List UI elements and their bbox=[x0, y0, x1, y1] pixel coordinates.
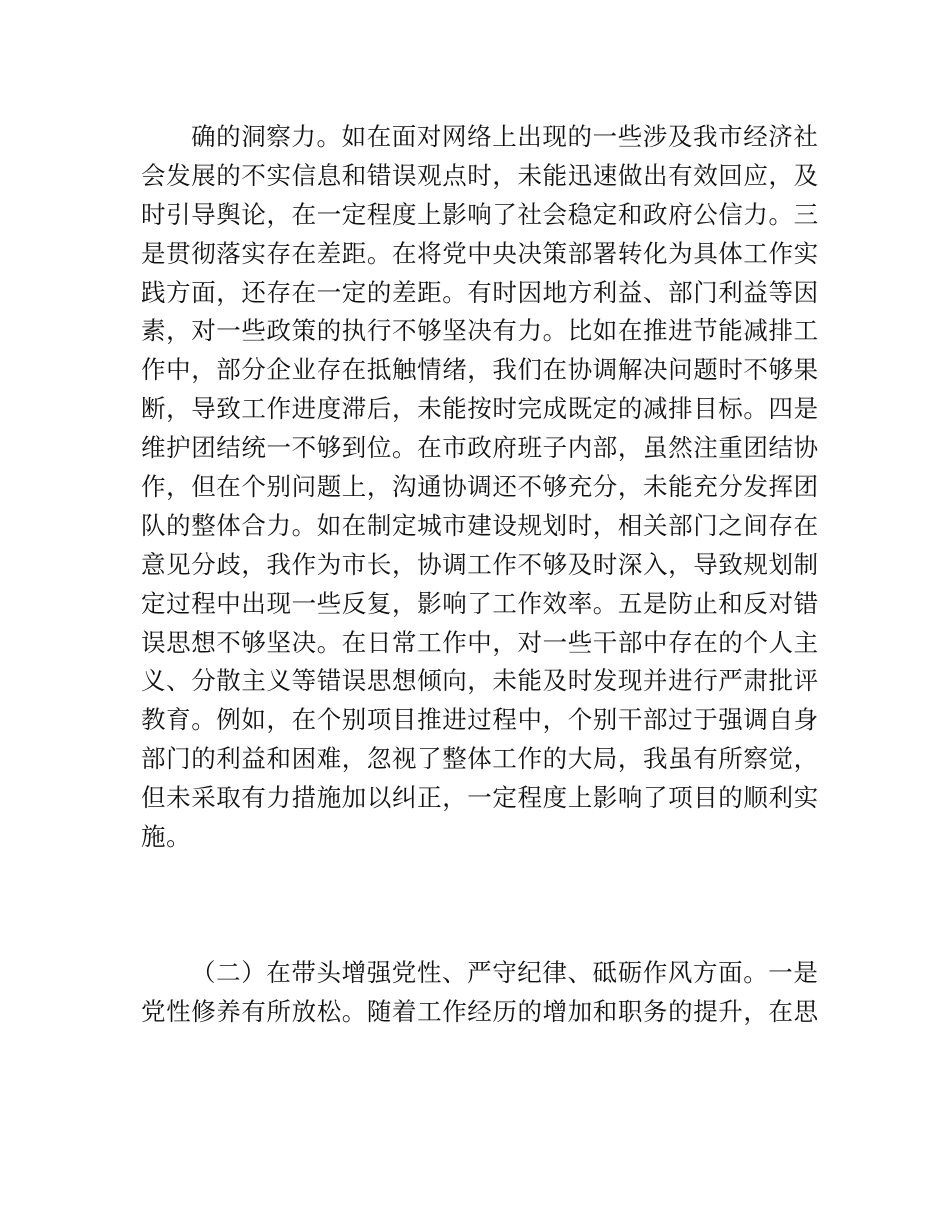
paragraph-continued bbox=[141, 118, 821, 857]
text-line: 会发展的不实信息和错误观点时，未能迅速做出有效回应，及 bbox=[141, 160, 819, 190]
text-line: 确的洞察力。如在面对网络上出现的一些涉及我市经济社 bbox=[191, 122, 819, 151]
text-line: 定过程中出现一些反复，影响了工作效率。五是防止和反对错 bbox=[141, 588, 819, 618]
text-line: 教育。例如，在个别项目推进过程中，个别干部过于强调自身 bbox=[141, 705, 819, 735]
text-line: （二）在带头增强党性、严守纪律、砥砺作风方面。一是 bbox=[191, 958, 819, 987]
text-line: 是贯彻落实存在差距。在将党中央决策部署转化为具体工作实 bbox=[141, 238, 819, 268]
text-line: 但未采取有力措施加以纠正，一定程度上影响了项目的顺利实 bbox=[141, 783, 819, 813]
text-line: 施。 bbox=[141, 822, 192, 852]
paragraph-section-two bbox=[141, 954, 821, 1032]
text-line: 队的整体合力。如在制定城市建设规划时，相关部门之间存在 bbox=[141, 510, 819, 540]
text-line: 义、分散主义等错误思想倾向，未能及时发现并进行严肃批评 bbox=[141, 666, 819, 696]
text-line: 作中，部分企业存在抵触情绪，我们在协调解决问题时不够果 bbox=[141, 355, 819, 385]
text-line: 部门的利益和困难，忽视了整体工作的大局，我虽有所察觉， bbox=[141, 744, 819, 774]
text-line: 时引导舆论，在一定程度上影响了社会稳定和政府公信力。三 bbox=[141, 199, 819, 229]
text-line: 素，对一些政策的执行不够坚决有力。比如在推进节能减排工 bbox=[141, 316, 819, 346]
text-line: 意见分歧，我作为市长，协调工作不够及时深入，导致规划制 bbox=[141, 549, 819, 579]
text-line: 践方面，还存在一定的差距。有时因地方利益、部门利益等因 bbox=[141, 277, 819, 307]
text-line: 维护团结统一不够到位。在市政府班子内部，虽然注重团结协 bbox=[141, 433, 819, 463]
text-line: 误思想不够坚决。在日常工作中，对一些干部中存在的个人主 bbox=[141, 627, 819, 657]
text-line: 党性修养有所放松。随着工作经历的增加和职务的提升，在思 bbox=[141, 996, 819, 1026]
text-line: 断，导致工作进度滞后，未能按时完成既定的减排目标。四是 bbox=[141, 394, 819, 424]
text-line: 作，但在个别问题上，沟通协调还不够充分，未能充分发挥团 bbox=[141, 472, 819, 502]
